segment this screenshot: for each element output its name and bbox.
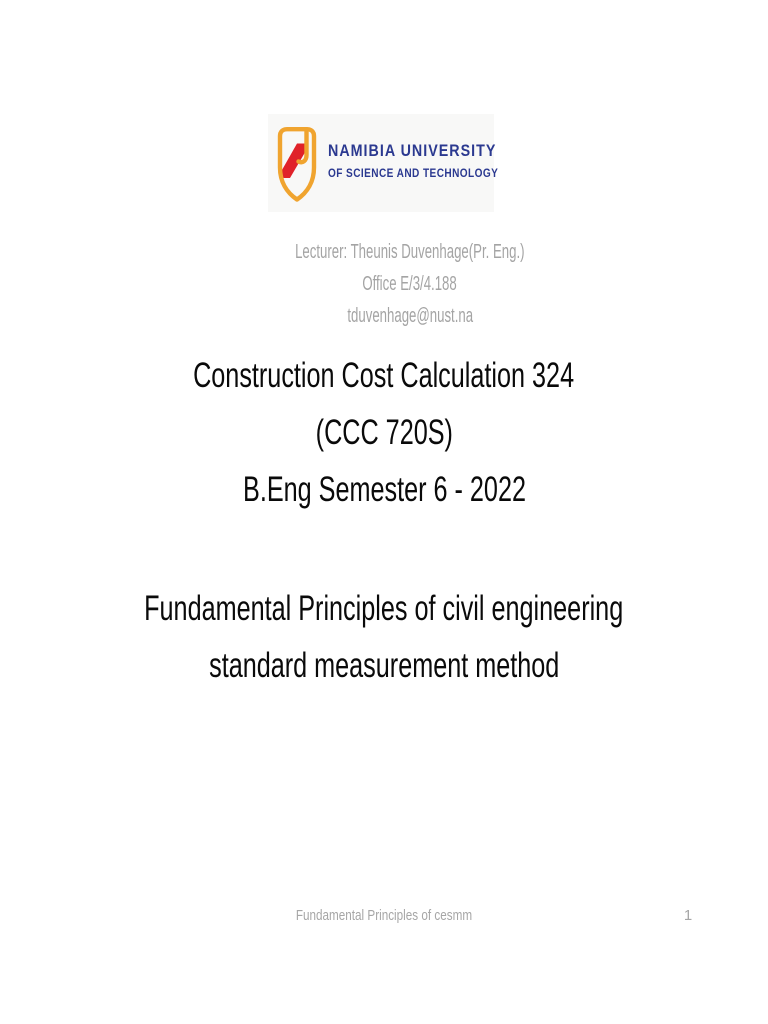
subtitle-text-1: Fundamental Principles of civil engineering [144,589,624,628]
lecturer-info [0,236,768,332]
office-line [52,268,768,300]
nust-shield-icon [277,127,317,203]
semester-text: B.Eng Semester 6 - 2022 [242,470,526,509]
slide-title [0,347,768,518]
university-logo [268,114,499,212]
email-text: tduvenhage@nust.na [347,305,473,327]
subtitle-line-2 [0,637,768,694]
footer [0,906,768,926]
logo-wordmark [328,141,531,182]
email-line [52,300,768,332]
course-name-text: Construction Cost Calculation 324 [193,356,575,395]
footer-title-text: Fundamental Principles of cesmm [295,907,473,924]
subtitle-text-2: standard measurement method [208,646,560,685]
title-line-1 [0,347,768,404]
logo-university-tagline: OF SCIENCE AND TECHNOLOGY [328,166,499,180]
title-line-3 [0,461,768,518]
lecturer-name-line [52,236,768,268]
office-text: Office E/3/4.188 [362,273,458,295]
subtitle-line-1 [0,580,768,637]
logo-university-name: NAMIBIA UNIVERSITY [328,141,497,160]
course-code-text: (CCC 720S) [315,413,453,452]
lecturer-name-text: Lecturer: Theunis Duvenhage(Pr. Eng.) [295,241,525,263]
title-line-2 [0,404,768,461]
slide-subtitle [0,580,768,694]
page-number: 1 [683,907,693,924]
